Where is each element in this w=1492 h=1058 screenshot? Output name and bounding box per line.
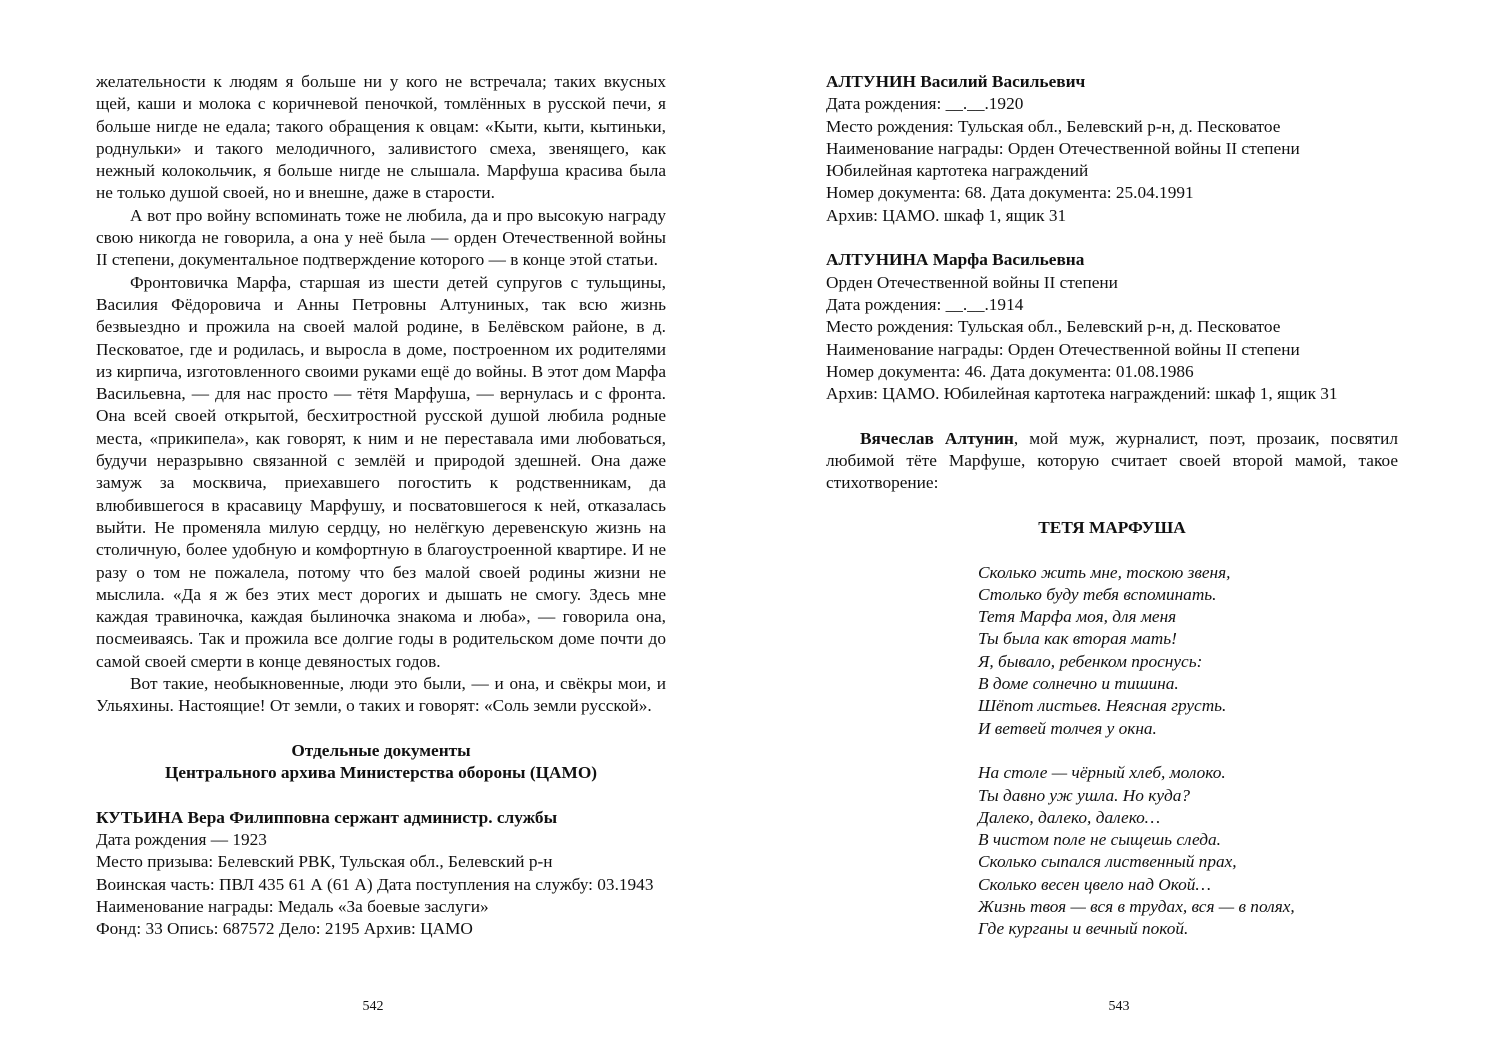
spacer [96,785,666,807]
poem-stanza-1 [978,562,1398,740]
poem-line: На столе — чёрный хлеб, молоко. [978,763,1226,783]
spacer [826,227,1398,249]
poem-stanza-2 [978,762,1398,940]
record-line: Орден Отечественной войны II степени [826,272,1118,292]
poem-line: В доме солнечно и тишина. [978,674,1179,694]
paragraph-war-award: А вот про войну вспоминать тоже не любила, да и про высокую награду свою никогда не говорила, а она у неё была — орден Отечественной войны II степени, документальное подтверждение которого — в конце этой статьи. [96,205,666,270]
record-line: Дата рождения — 1923 [96,830,267,850]
section-heading-line-2: Центрального архива Министерства обороны (ЦАМО) [164,763,598,783]
record-line: Место призыва: Белевский РВК, Тульская обл., Белевский р-н [96,852,553,872]
record-line: Место рождения: Тульская обл., Белевский р-н, д. Песковатое [826,317,1281,337]
paragraph-continuation: желательности к людям я больше ни у кого не встречала; таких вкусных щей, каши и молока с коричневой пеночкой, томлённых в русской печи, я больше нигде не едала; такого обращения к овцам: «Кыти, кыти, кытиньки, роднульки» и такого мелодичного, заливистого смеха, звенящего, как нежный колокольчик, я больше нигде не слышала. Марфуша красива была не только душой своей, но и внешне, даже в старости. [96,72,666,203]
poem-line: Сколько сыпался лиственный прах, [978,852,1237,872]
spacer [826,495,1398,517]
record-line: Наименование награды: Орден Отечественной войны II степени [826,339,1300,359]
spacer [978,740,1398,762]
poem-line: И ветвей толчея у окна. [978,718,1157,738]
record-line: Архив: ЦАМО. Юбилейная картотека награждений: шкаф 1, ящик 31 [826,384,1338,404]
poem-line: Тетя Марфа моя, для меня [978,607,1177,627]
poem-line: Жизнь твоя — вся в трудах, вся — в полях, [978,896,1295,916]
record-line: Дата рождения: __.__.1914 [826,294,1024,314]
spacer [826,539,1398,561]
paragraph-conclusion: Вот такие, необыкновенные, люди это были, — и она, и свёкры мои, и Ульяхины. Настоящие! От земли, о таких и говорят: «Соль земли русской». [96,674,666,716]
archive-record-altunin [826,71,1398,227]
record-name: АЛТУНИНА Марфа Васильевна [826,250,1085,270]
left-text-column [96,71,666,941]
paragraph-frontline-marfa: Фронтовичка Марфа, старшая из шести детей супругов с тульщины, Василия Фёдоровича и Анны Петровны Алтуниных, так всю жизнь безвыездно и прожила на своей малой родине, в Белёвском районе, в д. Песковатое, где и родилась, и выросла в доме, построенном их родителями из кирпича, изготовленного своими руками ещё до войны. В этот дом Марфа Васильевна, — для нас просто — тётя Марфуша, — вернулась и с фронта. Она всей своей открытой, бесхитростной русской душой любила родные места, «прикипела», как говорят, к ним и не переставала ими любоваться, будучи неразрывно связанной с землёй и природой здешней. Она даже замуж за москвича, приехавшего погостить к родственникам, да влюбившегося в красавицу Марфушу, и посватовшегося к ней, отказалась выйти. Не променяла милую сердцу, но нелёгкую деревенскую жизнь на столичную, более удобную и комфортную в благоустроенной квартире. И не разу о том не пожалела, потому что без малой своей родины жизни не мыслила. «Да я ж без этих мест дорогих и дышать не смогу. Здесь мне каждая травиночка, каждая былиночка знакома и люба», — говорила она, посмеиваясь. Так и прожила все долгие годы в родительском доме почти до самой своей смерти в конце девяностых годов. [96,272,666,671]
record-line: Архив: ЦАМО. шкаф 1, ящик 31 [826,205,1067,225]
right-page [746,0,1492,1058]
record-line: Дата рождения: __.__.1920 [826,94,1024,114]
poem-introduction [826,428,1398,495]
poem-line: Ты давно уж ушла. Но куда? [978,785,1190,805]
poem-line: В чистом поле не сыщешь следа. [978,830,1221,850]
intro-text: , мой муж, журналист, поэт, прозаик, посвятил любимой тёте Марфуше, которую считает своей второй мамой, такое стихотворение: [826,428,1398,493]
page-number-right: 543 [1108,999,1130,1014]
right-text-column [826,71,1398,941]
record-line: Место рождения: Тульская обл., Белевский р-н, д. Песковатое [826,116,1281,136]
record-line: Наименование награды: Медаль «За боевые заслуги» [96,896,489,916]
poem-line: Столько буду тебя вспоминать. [978,584,1217,604]
record-line: Наименование награды: Орден Отечественной войны II степени [826,138,1300,158]
record-line: Воинская часть: ПВЛ 435 61 А (61 А) Дата поступления на службу: 03.1943 [96,874,654,894]
poem-line: Ты была как вторая мать! [978,629,1177,649]
poem-title: ТЕТЯ МАРФУША [1038,517,1186,537]
poem-line: Сколько весен цвело над Окой… [978,874,1211,894]
poem-line: Далеко, далеко, далеко… [978,807,1161,827]
poem-line: Шёпот листьев. Неясная грусть. [978,696,1227,716]
record-line: Номер документа: 68. Дата документа: 25.04.1991 [826,183,1194,203]
page-number-left: 542 [362,999,384,1014]
record-name: КУТЬИНА Вера Филипповна сержант администр. службы [96,807,558,827]
poem-line: Где курганы и вечный покой. [978,919,1189,939]
archive-record-altunina [826,249,1398,405]
intro-author-name: Вячеслав Алтунин [860,428,1014,448]
poem-line: Я, бывало, ребенком проснусь: [978,651,1203,671]
archive-record-kutina [96,807,666,941]
record-line: Юбилейная картотека награждений [826,161,1089,181]
record-line: Номер документа: 46. Дата документа: 01.08.1986 [826,361,1194,381]
spacer [826,405,1398,427]
poem-line: Сколько жить мне, тоскою звеня, [978,562,1231,582]
record-line: Фонд: 33 Опись: 687572 Дело: 2195 Архив: ЦАМО [96,919,473,939]
spacer [96,718,666,740]
poem-body [978,562,1398,941]
record-name: АЛТУНИН Василий Васильевич [826,72,1086,91]
section-heading-line-1: Отдельные документы [291,740,471,760]
